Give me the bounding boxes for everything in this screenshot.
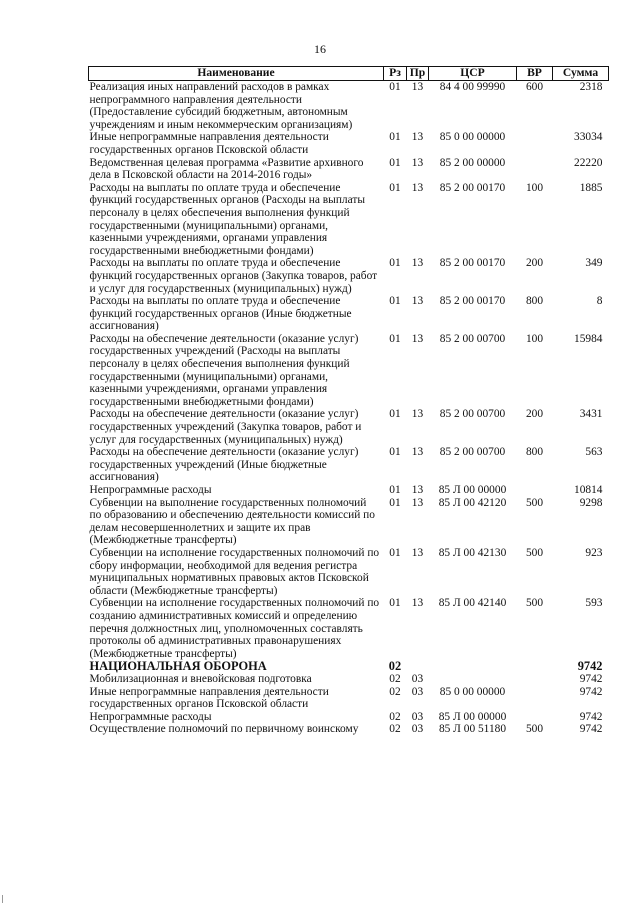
row-rz-cell: 01 [389, 408, 401, 421]
row-name-cell: Мобилизационная и вневойсковая подготовка [89, 672, 312, 685]
row-name-cell: Расходы на выплаты по оплате труда и обеспечение функций государственных органов (Расходы на выплаты персоналу в целях обеспечения выполнения функций государственными (муниципальными) органами, казенными учреждениями, органами управления государственными внебюджетными фондами) [89, 181, 365, 257]
row-name-cell: Расходы на обеспечение деятельности (оказание услуг) государственных учреждений (Расходы на выплаты персоналу в целях обеспечения выполнения функций государственными (муниципальными) органами, казенными учреждениями, органами управления государственными внебюджетными фондами) [89, 332, 359, 408]
row-name-cell: НАЦИОНАЛЬНАЯ ОБОРОНА [89, 659, 267, 674]
row-rz-cell: 01 [389, 496, 401, 509]
row-csr-cell: 85 Л 00 42140 [438, 597, 507, 610]
row-name-cell: Субвенции на выполнение государственных полномочий по образованию и обеспечению деятельности комиссий по делам несовершеннолетних и защите их прав (Межбюджетные трансферты) [89, 496, 375, 547]
row-name-cell: Расходы на обеспечение деятельности (оказание услуг) государственных учреждений (Иные бюджетные ассигнования) [89, 446, 359, 484]
row-rz-cell: 01 [389, 81, 401, 93]
row-name-cell: Непрограммные расходы [89, 710, 212, 723]
row-csr-cell [429, 673, 517, 686]
row-vr-cell: 600 [525, 81, 544, 93]
table-row [89, 81, 609, 132]
row-vr-cell: 500 [525, 546, 544, 559]
row-name-cell: Осуществление полномочий по первичному воинскому [89, 723, 359, 736]
row-name-cell: Ведомственная целевая программа «Развитие архивного дела в Псковской области на 2014-2016 годы» [89, 156, 364, 182]
table-row [89, 673, 609, 686]
row-sum-cell: 923 [585, 546, 603, 559]
row-csr-cell: 85 2 00 00000 [439, 156, 506, 169]
row-pr-cell [407, 660, 429, 673]
row-pr-cell: 13 [411, 257, 424, 270]
row-sum-cell: 10814 [574, 484, 603, 496]
row-csr-cell: 85 2 00 00700 [439, 408, 506, 421]
row-rz-cell: 02 [389, 685, 401, 698]
row-sum-cell: 3431 [579, 408, 603, 421]
row-rz-cell: 01 [389, 181, 401, 194]
column-header-csr: ЦСР [429, 67, 517, 81]
row-vr-cell: 500 [525, 597, 544, 610]
table-row [89, 295, 609, 333]
column-header-sum: Сумма [553, 67, 609, 81]
row-csr-cell: 85 2 00 00170 [439, 295, 506, 308]
section-heading-row [89, 660, 609, 673]
row-pr-cell: 13 [411, 181, 424, 194]
row-vr-cell [517, 711, 553, 724]
row-vr-cell: 100 [525, 332, 544, 345]
row-csr-cell: 85 Л 00 00000 [438, 484, 507, 496]
row-csr-cell: 85 0 00 00000 [439, 685, 506, 698]
row-sum-cell: 9742 [579, 672, 603, 685]
row-vr-cell: 500 [525, 723, 544, 736]
row-pr-cell: 03 [411, 685, 424, 698]
row-pr-cell: 03 [411, 723, 424, 736]
row-pr-cell: 13 [411, 496, 424, 509]
table-row [89, 547, 609, 597]
column-header-rz: Рз [384, 67, 407, 81]
row-sum-cell: 9298 [579, 496, 603, 509]
row-vr-cell [517, 686, 553, 711]
table-row [89, 182, 609, 258]
row-vr-cell: 200 [525, 408, 544, 421]
row-sum-cell: 1885 [579, 181, 603, 194]
row-rz-cell: 01 [389, 546, 401, 559]
column-header-vr: ВР [517, 67, 553, 81]
row-csr-cell: 85 2 00 00700 [439, 446, 506, 459]
row-pr-cell: 13 [411, 295, 424, 308]
row-vr-cell: 800 [525, 446, 544, 459]
row-csr-cell: 85 2 00 00700 [439, 332, 506, 345]
row-csr-cell: 85 2 00 00170 [439, 181, 506, 194]
row-name-cell: Иные непрограммные направления деятельности государственных органов Псковской области [89, 131, 329, 156]
table-body [89, 81, 609, 736]
row-sum-cell: 593 [585, 597, 603, 610]
row-rz-cell: 01 [389, 597, 401, 610]
table-row [89, 408, 609, 446]
row-rz-cell: 02 [389, 672, 401, 685]
row-pr-cell: 13 [411, 546, 424, 559]
budget-table [88, 66, 609, 736]
row-vr-cell: 100 [525, 181, 544, 194]
page-number: 16 [314, 42, 326, 56]
row-rz-cell: 02 [389, 710, 401, 723]
row-rz-cell: 01 [389, 257, 401, 270]
row-pr-cell: 13 [411, 484, 424, 496]
row-sum-cell: 9742 [579, 710, 603, 723]
row-vr-cell: 800 [525, 295, 544, 308]
row-sum-cell: 8 [596, 295, 603, 308]
row-rz-cell: 01 [389, 295, 401, 308]
row-vr-cell [517, 157, 553, 182]
row-rz-cell: 01 [389, 484, 401, 496]
row-rz-cell: 01 [389, 446, 401, 459]
row-sum-cell: 33034 [574, 131, 603, 144]
table-row [89, 446, 609, 484]
table-header-row [89, 67, 609, 81]
row-vr-cell [517, 131, 553, 156]
row-csr-cell [429, 660, 517, 673]
row-sum-cell: 9742 [577, 659, 603, 674]
row-rz-cell: 01 [389, 156, 401, 169]
row-csr-cell: 84 4 00 99990 [439, 81, 506, 93]
scan-edge-mark [2, 895, 7, 903]
column-header-name: Наименование [89, 67, 384, 81]
table-row [89, 686, 609, 711]
row-csr-cell: 85 Л 00 42120 [438, 496, 507, 509]
row-name-cell: Субвенции на исполнение государственных полномочий по сбору информации, необходимой для ведения регистра муниципальных нормативных правовых актов Псковской области (Межбюджетные трансферты) [89, 546, 380, 597]
row-vr-cell [517, 484, 553, 497]
row-rz-cell: 01 [389, 131, 401, 144]
row-csr-cell: 85 2 00 00170 [439, 257, 506, 270]
row-name-cell: Иные непрограммные направления деятельности государственных органов Псковской области [89, 685, 329, 711]
table-row [89, 257, 609, 295]
row-sum-cell: 22220 [574, 156, 603, 169]
row-sum-cell: 563 [585, 446, 603, 459]
table-row [89, 131, 609, 156]
row-rz-cell: 01 [389, 332, 401, 345]
row-sum-cell: 9742 [579, 685, 603, 698]
row-name-cell: Реализация иных направлений расходов в рамках непрограммного направления деятельности (Предоставление субсидий бюджетным, автономным учреждениям и иным некоммерческим организациям) [89, 81, 353, 131]
row-sum-cell: 9742 [579, 723, 603, 736]
table-row [89, 711, 609, 724]
row-rz-cell: 02 [389, 723, 401, 736]
row-pr-cell: 13 [411, 597, 424, 610]
row-sum-cell: 2318 [579, 81, 603, 93]
row-name-cell: Субвенции на исполнение государственных полномочий по созданию административных комиссий и определению перечня должностных лиц, уполномоченных составлять протоколы об административных правонарушениях (Межбюджетные трансферты) [89, 597, 380, 660]
row-name-cell: Расходы на обеспечение деятельности (оказание услуг) государственных учреждений (Закупка товаров, работ и услуг для государственных (муниципальных) нужд) [89, 408, 362, 446]
row-vr-cell [517, 660, 553, 673]
row-csr-cell: 85 Л 00 00000 [438, 710, 507, 723]
row-name-cell: Непрограммные расходы [89, 484, 212, 496]
row-pr-cell: 13 [411, 332, 424, 345]
row-pr-cell: 13 [411, 446, 424, 459]
table-row [89, 497, 609, 547]
table-row [89, 723, 609, 736]
column-header-pr: Пр [407, 67, 429, 81]
table-row [89, 157, 609, 182]
row-csr-cell: 85 0 00 00000 [439, 131, 506, 144]
row-pr-cell: 03 [411, 710, 424, 723]
row-pr-cell: 13 [411, 408, 424, 421]
row-pr-cell: 13 [411, 131, 424, 144]
row-vr-cell: 500 [525, 496, 544, 509]
row-sum-cell: 15984 [574, 332, 603, 345]
row-csr-cell: 85 Л 00 51180 [438, 723, 507, 736]
row-name-cell: Расходы на выплаты по оплате труда и обеспечение функций государственных органов (Иные бюджетные ассигнования) [89, 295, 352, 333]
row-vr-cell [517, 673, 553, 686]
table-row [89, 597, 609, 660]
row-csr-cell: 85 Л 00 42130 [438, 546, 507, 559]
table-row [89, 484, 609, 497]
row-rz-cell: 02 [388, 659, 402, 674]
table-row [89, 333, 609, 409]
row-pr-cell: 13 [411, 81, 424, 93]
row-sum-cell: 349 [585, 257, 603, 270]
row-pr-cell: 13 [411, 156, 424, 169]
row-vr-cell: 200 [525, 257, 544, 270]
row-pr-cell: 03 [411, 672, 424, 685]
row-name-cell: Расходы на выплаты по оплате труда и обеспечение функций государственных органов (Закупка товаров, работ и услуг для государственных (муниципальных) нужд) [89, 257, 378, 295]
